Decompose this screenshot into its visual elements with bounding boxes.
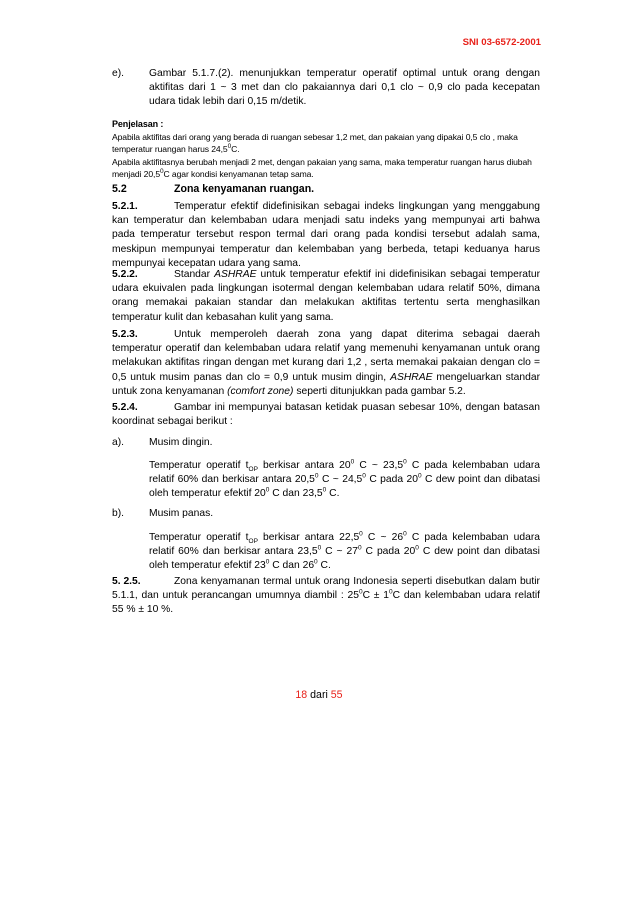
note-paragraph-2: Apabila aktifitasnya berubah menjadi 2 met, dengan pakaian yang sama, maka temperatur ruangan harus diubah menjadi 20,5$^0$C agar kondisi kenyamanan tetap sama. (112, 156, 532, 180)
paragraph-text: Temperatur efektif didefinisikan sebagai indeks lingkungan yang menggabung kan temperatur dan kelembaban udara menjadi satu indeks yang mempunyai arti bahwa pada temperatur tersebut respon termal dari orang pada kondisi tersebut adalah sama, meskipun mempunyai temperatur dan kelembaban yang berbeda, tetapi keduanya harus mempunyai kecepatan udara yang sama. (112, 201, 540, 269)
item-b-title: Musim panas. (149, 508, 214, 519)
paragraph-5-2-2: 5.2.2. Standar ASHRAE untuk temperatur efektif ini didefinisikan sebagai temperatur udara ekuivalen pada lingkungan isotermal dengan kelembaban udara relatif 50%, dimana orang memakai pakaian standar dan melakukan aktifitas tertentu serta menghasilkan temperatur kulit dan kebasahan kulit yang sama. (112, 269, 540, 323)
note-block (112, 118, 540, 181)
section-heading (112, 183, 314, 195)
current-page: 18 (295, 689, 308, 701)
note-paragraph-1: Apabila aktifitas dari orang yang berada di ruangan sebesar 1,2 met, dan pakaian yang dipakai 0,5 clo , maka temperatur ruangan harus 24,5$^0$C. (112, 131, 518, 155)
item-e (112, 67, 540, 110)
section-number: 5.2 (112, 183, 127, 195)
item-e-label: e). (112, 68, 125, 79)
paragraph-5-2-5: 5. 2.5. Zona kenyamanan termal untuk orang Indonesia seperti disebutkan dalam butir 5.1.1, dan untuk perancangan umumnya diambil : $25^0C \pm 1^0C$ dan kelembaban udara relatif 55 % ± 10 %. (112, 576, 540, 616)
item-a-body (112, 459, 540, 502)
paragraph-5-2-4 (112, 401, 540, 429)
item-a-text: Temperatur operatif $t_{OP}$ berkisar antara $20^0$ C ~ 23,5$^0$ C pada kelembaban udara relatif 60% dan berkisar antara 20,5$^0$ C ~ 24,5$^0$ C pada $20^0$ C dew point dan dibatasi oleh temperatur efektif $20^0$ C dan 23,5$^0$ C. (149, 458, 540, 500)
item-b (112, 507, 540, 521)
item-a-label: a). (112, 437, 125, 448)
item-e-text: Gambar 5.1.7.(2). menunjukkan temperatur operatif optimal untuk orang dengan aktifitas dari 1 ~ 3 met dan clo pakaiannya dari 0,1 clo ~ 0,9 clo pada kecepatan udara tidak lebih dari 0,15 m/detik. (149, 68, 540, 108)
total-pages: 55 (330, 689, 343, 701)
page-separator: dari (310, 689, 328, 701)
paragraph-number: 5. 2.5. (112, 576, 141, 587)
paragraph-number: 5.2.3. (112, 329, 138, 340)
paragraph-text: Gambar ini mempunyai batasan ketidak puasan sebesar 10%, dengan batasan koordinat sebagai berikut : (112, 402, 540, 428)
paragraph-number: 5.2.2. (112, 269, 138, 280)
note-title: Penjelasan : (112, 119, 164, 129)
page-number (0, 689, 638, 701)
standard-code: SNI 03-6572-2001 (462, 37, 541, 48)
paragraph-number: 5.2.4. (112, 402, 138, 413)
item-a-title: Musim dingin. (149, 437, 213, 448)
section-title: Zona kenyamanan ruangan. (174, 183, 315, 195)
item-a (112, 436, 540, 450)
paragraph-5-2-1 (112, 200, 540, 271)
item-b-label: b). (112, 508, 125, 519)
item-b-body (112, 531, 540, 574)
paragraph-number: 5.2.1. (112, 201, 138, 212)
paragraph-5-2-3: 5.2.3. Untuk memperoleh daerah zona yang dapat diterima sebagai daerah temperatur operatif dan kelembaban udara relatif yang memenuhi kenyamanan untuk orang melakukan aktifitas ringan dengan met kurang dari 1,2 , serta memakai pakaian dengan clo = 0,5 untuk musim panas dan clo = 0,9 untuk musim dingin, ASHRAE mengeluarkan standar untuk zona kenyamanan (comfort zone) seperti ditunjukkan pada gambar 5.2. (112, 329, 540, 397)
item-b-text: Temperatur operatif $t_{OP}$ berkisar antara 22,5$^0$ C ~ $26^0$ C pada kelembaban udara relatif 60% dan berkisar antara 23,5$^0$ C ~ $27^0$ C pada $20^0$ C dew point dan dibatasi oleh temperatur efektif $23^0$ C dan $26^0$ C. (149, 530, 540, 572)
